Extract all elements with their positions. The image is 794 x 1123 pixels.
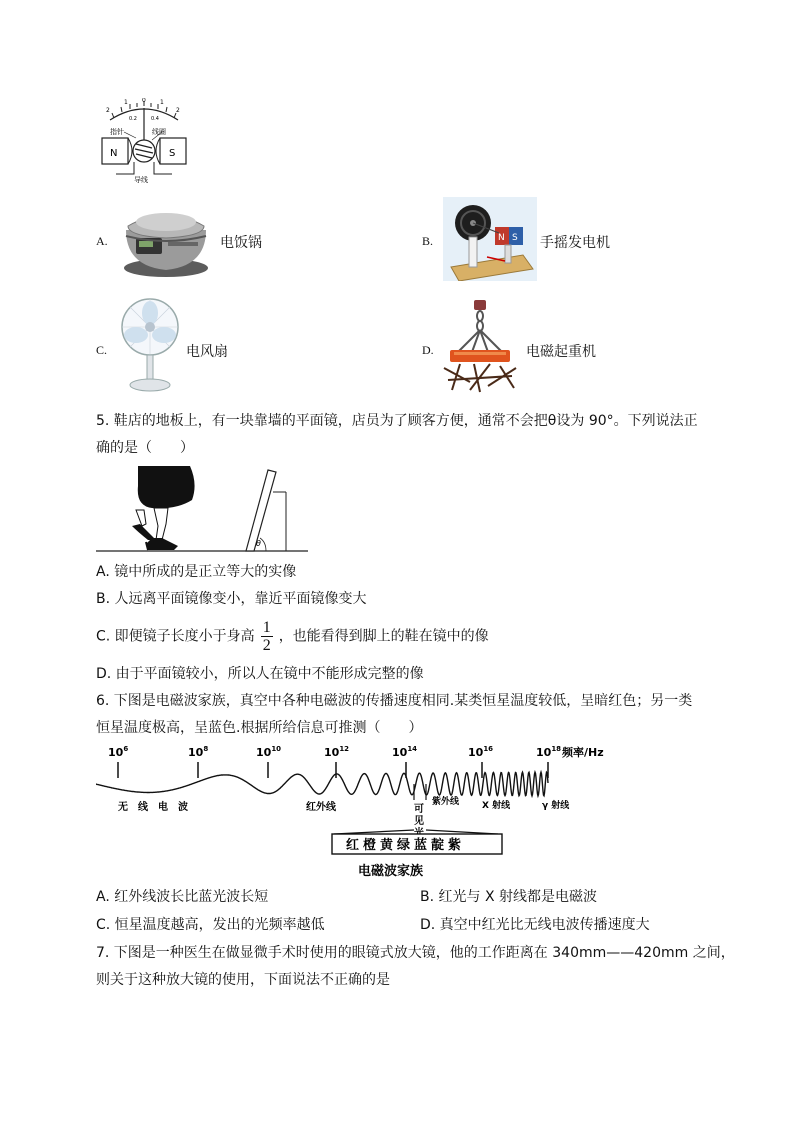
wire-label: 导线 bbox=[134, 176, 148, 184]
q6-stem-line1: 6. 下图是电磁波家族，真空中各种电磁波的传播速度相同.某类恒星温度较低，呈暗红色；另一类 bbox=[96, 693, 693, 709]
hand-crank-generator-icon bbox=[443, 197, 537, 281]
electric-fan-icon bbox=[116, 297, 184, 393]
q5-option-c bbox=[96, 619, 489, 654]
band-uv-label: 紫外线 bbox=[432, 797, 460, 807]
magnet-n-label: N bbox=[110, 148, 118, 159]
pointer-label: 指针 bbox=[110, 128, 124, 136]
q6-option-c: C. 恒星温度越高，发出的光频率越低 bbox=[96, 917, 325, 933]
scale-label: 1 bbox=[160, 99, 164, 106]
option-d-letter: D. bbox=[422, 343, 434, 357]
mirror-figure bbox=[96, 466, 310, 556]
option-c-letter: C. bbox=[96, 343, 108, 357]
rice-cooker-icon bbox=[118, 196, 213, 280]
band-infrared-label: 红外线 bbox=[306, 802, 336, 813]
option-d-text: 电磁起重机 bbox=[526, 344, 596, 360]
em-wave-path bbox=[96, 772, 548, 796]
option-b-text: 手摇发电机 bbox=[540, 235, 610, 251]
fraction-numerator: 1 bbox=[262, 619, 271, 636]
option-b-letter: B. bbox=[422, 234, 434, 248]
option-a-text: 电饭锅 bbox=[220, 235, 262, 251]
freq-label: $10^{12}$ bbox=[324, 745, 350, 759]
q5-option-c-before: C. 即便镜子长度小于身高 bbox=[96, 628, 255, 645]
option-a-letter: A. bbox=[96, 234, 108, 248]
q5-option-c-after: ，也能看得到脚上的鞋在镜中的像 bbox=[278, 628, 489, 645]
scale-label: 2 bbox=[176, 107, 180, 114]
band-gamma-label: γ 射线 bbox=[542, 801, 570, 811]
generator-n-label: N bbox=[498, 233, 505, 243]
scale-sub-label: 0.4 bbox=[151, 116, 159, 122]
q6-option-b: B. 红光与 X 射线都是电磁波 bbox=[420, 889, 597, 905]
band-xray-label: X 射线 bbox=[482, 801, 511, 811]
half-fraction bbox=[261, 619, 273, 654]
scale-label: 0 bbox=[142, 98, 146, 104]
q6-stem-line2: 恒星温度极高，呈蓝色.根据所给信息可推测（ ） bbox=[96, 720, 423, 736]
q5-stem-line2: 确的是（ ） bbox=[96, 440, 194, 456]
coil-label: 线圈 bbox=[152, 128, 166, 136]
generator-s-label: S bbox=[512, 233, 518, 243]
q6-option-a: A. 红外线波长比蓝光波长短 bbox=[96, 889, 269, 905]
scale-sub-label: 0.2 bbox=[129, 116, 137, 122]
band-radio-label: 无 线 电 波 bbox=[118, 802, 188, 813]
galvanometer-figure bbox=[96, 98, 192, 186]
freq-label: $10^{16}$ bbox=[468, 745, 494, 759]
spectrum-caption: 电磁波家族 bbox=[358, 864, 424, 879]
q5-option-a: A. 镜中所成的是正立等大的实像 bbox=[96, 564, 297, 580]
visible-label-1: 可 bbox=[414, 804, 424, 815]
scale-label: 1 bbox=[124, 99, 128, 106]
freq-unit-label: 频率/Hz bbox=[562, 746, 604, 759]
q5-option-b: B. 人远离平面镜像变小，靠近平面镜像变大 bbox=[96, 591, 367, 607]
visible-colors-label: 红橙黄绿蓝靛紫 bbox=[346, 838, 466, 853]
q5-option-d: D. 由于平面镜较小，所以人在镜中不能形成完整的像 bbox=[96, 666, 424, 682]
scale-label: 2 bbox=[106, 107, 110, 114]
freq-label: $10^8$ bbox=[188, 745, 209, 759]
magnet-s-label: S bbox=[169, 148, 176, 159]
q6-option-d: D. 真空中红光比无线电波传播速度大 bbox=[420, 917, 650, 933]
q7-stem-line1: 7. 下图是一种医生在做显微手术时使用的眼镜式放大镜，他的工作距离在 340mm——420mm 之间， bbox=[96, 945, 735, 961]
electromagnetic-crane-icon bbox=[440, 300, 520, 395]
mirror-angle-label: θ bbox=[256, 539, 261, 548]
em-spectrum-figure bbox=[96, 742, 616, 880]
q5-stem-line1: 5. 鞋店的地板上，有一块靠墙的平面镜，店员为了顾客方便，通常不会把θ设为 90°。下列说法正 bbox=[96, 413, 698, 429]
q7-stem-line2: 则关于这种放大镜的使用，下面说法不正确的是 bbox=[96, 972, 390, 988]
option-c-text: 电风扇 bbox=[186, 344, 228, 360]
freq-label: $10^{10}$ bbox=[256, 745, 282, 759]
freq-label: $10^6$ bbox=[108, 745, 129, 759]
fraction-denominator: 2 bbox=[262, 637, 271, 654]
visible-label-2: 见 bbox=[414, 816, 424, 827]
freq-label: $10^{18}$ bbox=[536, 745, 562, 759]
freq-label: $10^{14}$ bbox=[392, 745, 418, 759]
